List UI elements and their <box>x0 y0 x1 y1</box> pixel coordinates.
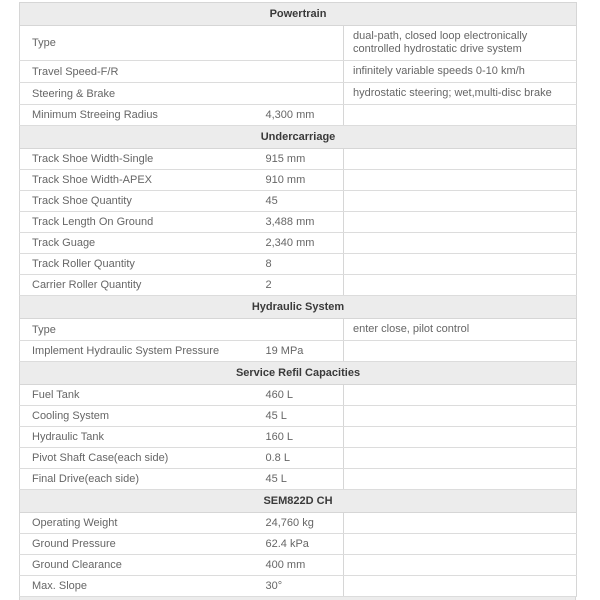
spec-detail-text: infinitely variable speeds 0-10 km/h <box>353 65 525 77</box>
spec-detail-text: dual-path, closed loop electronically controlled hydrostatic drive system <box>353 30 528 55</box>
spec-label: Track Shoe Width-Single <box>20 149 259 170</box>
spec-detail-text <box>353 348 573 354</box>
spec-label: Travel Speed-F/R <box>20 61 259 83</box>
spec-row <box>20 469 577 490</box>
spec-label: Pivot Shaft Case(each side) <box>20 448 259 469</box>
spec-value: 915 mm <box>259 149 344 170</box>
spec-label: Minimum Streeing Radius <box>20 105 259 126</box>
spec-value <box>259 83 344 105</box>
spec-detail <box>344 26 577 61</box>
spec-value: 24,760 kg <box>259 513 344 534</box>
spec-value: 460 L <box>259 385 344 406</box>
spec-label: Final Drive(each side) <box>20 469 259 490</box>
spec-label: Type <box>20 319 259 341</box>
spec-label: Carrier Roller Quantity <box>20 275 259 296</box>
spec-detail-text <box>353 261 573 267</box>
spec-value: 400 mm <box>259 555 344 576</box>
spec-detail-text <box>353 413 573 419</box>
spec-label: Track Roller Quantity <box>20 254 259 275</box>
spec-detail <box>344 83 577 105</box>
spec-value <box>259 319 344 341</box>
spec-row <box>20 233 577 254</box>
section-header: Hydraulic System <box>20 296 577 319</box>
spec-value: 8 <box>259 254 344 275</box>
spec-detail <box>344 406 577 427</box>
spec-row <box>20 212 577 233</box>
spec-detail-text <box>353 392 573 398</box>
section-row <box>20 296 577 319</box>
section-row <box>20 490 577 513</box>
spec-value: 45 L <box>259 406 344 427</box>
spec-label: Track Shoe Width-APEX <box>20 170 259 191</box>
spec-label: Ground Clearance <box>20 555 259 576</box>
spec-detail-text <box>353 562 573 568</box>
spec-row <box>20 26 577 61</box>
spec-label: Fuel Tank <box>20 385 259 406</box>
spec-detail <box>344 319 577 341</box>
section-row <box>20 362 577 385</box>
spec-detail-text <box>353 520 573 526</box>
spec-detail <box>344 534 577 555</box>
spec-row <box>20 254 577 275</box>
spec-value: 2 <box>259 275 344 296</box>
spec-detail-text <box>353 434 573 440</box>
spec-label: Track Length On Ground <box>20 212 259 233</box>
spec-detail-text <box>353 219 573 225</box>
spec-detail <box>344 105 577 126</box>
spec-row <box>20 341 577 362</box>
section-header: Undercarriage <box>20 126 577 149</box>
spec-detail-text <box>353 156 573 162</box>
spec-detail-text <box>353 240 573 246</box>
spec-detail <box>344 191 577 212</box>
spec-detail-text <box>353 177 573 183</box>
section-header: SEM822D CH <box>20 490 577 513</box>
spec-detail <box>344 170 577 191</box>
spec-detail <box>344 513 577 534</box>
spec-detail <box>344 469 577 490</box>
spec-detail-text <box>353 476 573 482</box>
spec-detail <box>344 61 577 83</box>
spec-row <box>20 555 577 576</box>
spec-value: 62.4 kPa <box>259 534 344 555</box>
spec-detail-text <box>353 541 573 547</box>
spec-label: Operating Weight <box>20 513 259 534</box>
section-header: Service Refil Capacities <box>20 362 577 385</box>
spec-value <box>259 61 344 83</box>
spec-table <box>19 2 577 597</box>
spec-value: 45 L <box>259 469 344 490</box>
spec-label: Type <box>20 26 259 61</box>
spec-detail-text: enter close, pilot control <box>353 323 470 335</box>
spec-detail-text <box>353 583 573 589</box>
spec-value: 30° <box>259 576 344 597</box>
spec-label: Hydraulic Tank <box>20 427 259 448</box>
spec-detail-text <box>353 198 573 204</box>
spec-row <box>20 275 577 296</box>
spec-detail <box>344 427 577 448</box>
spec-label: Steering & Brake <box>20 83 259 105</box>
spec-value: 45 <box>259 191 344 212</box>
spec-label: Track Shoe Quantity <box>20 191 259 212</box>
spec-value <box>259 26 344 61</box>
spec-value: 160 L <box>259 427 344 448</box>
spec-detail-text <box>353 112 573 118</box>
spec-row <box>20 191 577 212</box>
spec-detail-text <box>353 455 573 461</box>
section-row <box>20 126 577 149</box>
spec-value: 3,488 mm <box>259 212 344 233</box>
spec-row <box>20 105 577 126</box>
spec-row <box>20 448 577 469</box>
spec-table-body <box>20 3 577 597</box>
spec-label: Cooling System <box>20 406 259 427</box>
spec-row <box>20 427 577 448</box>
spec-detail <box>344 576 577 597</box>
spec-value: 2,340 mm <box>259 233 344 254</box>
spec-label: Ground Pressure <box>20 534 259 555</box>
section-header: Powertrain <box>20 3 577 26</box>
spec-value: 19 MPa <box>259 341 344 362</box>
spec-row <box>20 576 577 597</box>
spec-row <box>20 149 577 170</box>
spec-detail <box>344 149 577 170</box>
spec-detail <box>344 254 577 275</box>
spec-row <box>20 513 577 534</box>
spec-row <box>20 61 577 83</box>
spec-value: 910 mm <box>259 170 344 191</box>
spec-detail <box>344 555 577 576</box>
spec-detail <box>344 385 577 406</box>
spec-row <box>20 406 577 427</box>
spec-row <box>20 385 577 406</box>
spec-label: Implement Hydraulic System Pressure <box>20 341 259 362</box>
spec-detail <box>344 275 577 296</box>
spec-detail <box>344 233 577 254</box>
spec-value: 0.8 L <box>259 448 344 469</box>
spec-detail <box>344 341 577 362</box>
spec-detail-text <box>353 282 573 288</box>
spec-label: Track Guage <box>20 233 259 254</box>
spec-row <box>20 83 577 105</box>
spec-detail-text: hydrostatic steering; wet,multi-disc brake <box>353 87 552 99</box>
spec-detail <box>344 212 577 233</box>
spec-row <box>20 534 577 555</box>
spec-label: Max. Slope <box>20 576 259 597</box>
spec-row <box>20 170 577 191</box>
spec-detail <box>344 448 577 469</box>
spec-value: 4,300 mm <box>259 105 344 126</box>
spec-row <box>20 319 577 341</box>
section-row <box>20 3 577 26</box>
